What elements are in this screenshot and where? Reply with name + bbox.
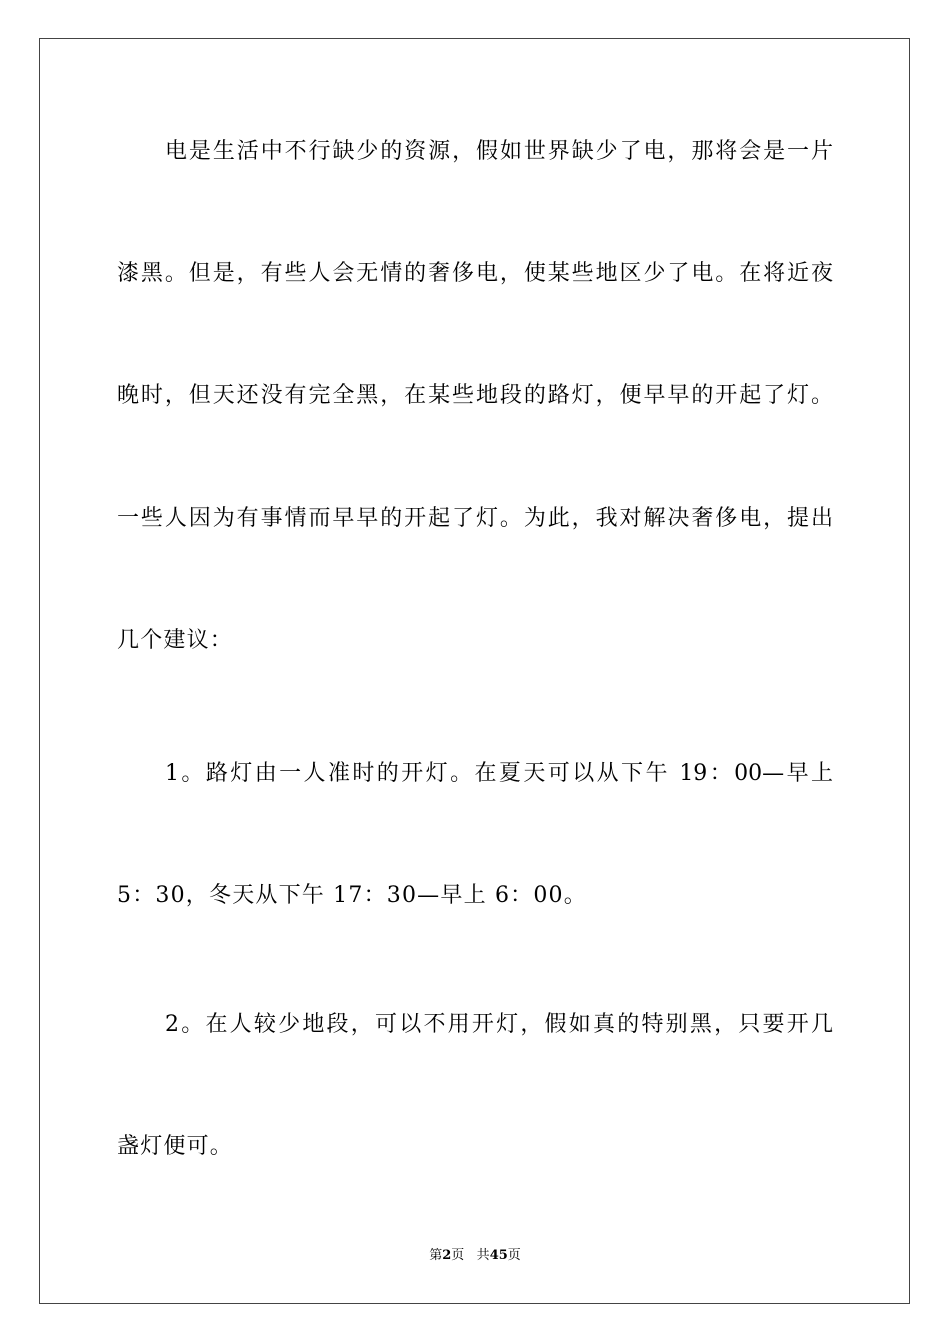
footer-page-unit: 页	[451, 1248, 465, 1263]
paragraph-line: 漆黑。但是，有些人会无情的奢侈电，使某些地区少了电。在将近夜	[117, 261, 833, 286]
list-item-line: 1。路灯由一人准时的开灯。在夏天可以从下午 19：00—早上	[165, 761, 833, 786]
paragraph-line: 一些人因为有事情而早早的开起了灯。为此，我对解决奢侈电，提出	[117, 506, 833, 531]
page-footer	[0, 1247, 950, 1265]
footer-total-prefix: 共	[476, 1248, 490, 1263]
list-item-line: 2。在人较少地段，可以不用开灯，假如真的特别黑，只要开几	[165, 1012, 833, 1037]
paragraph-line: 晚时，但天还没有完全黑，在某些地段的路灯，便早早的开起了灯。	[117, 383, 833, 408]
list-item-line: 5：30，冬天从下午 17：30—早上 6：00。	[117, 883, 587, 908]
page-border	[39, 38, 910, 1304]
paragraph-line: 几个建议：	[117, 628, 234, 653]
footer-page-number: 2	[442, 1248, 452, 1263]
paragraph-line: 电是生活中不行缺少的资源，假如世界缺少了电，那将会是一片	[165, 139, 833, 164]
footer-total-pages: 45	[489, 1248, 508, 1263]
list-item-line: 盏灯便可。	[117, 1134, 234, 1159]
footer-total-unit: 页	[507, 1248, 521, 1263]
footer-prefix: 第	[429, 1248, 443, 1263]
